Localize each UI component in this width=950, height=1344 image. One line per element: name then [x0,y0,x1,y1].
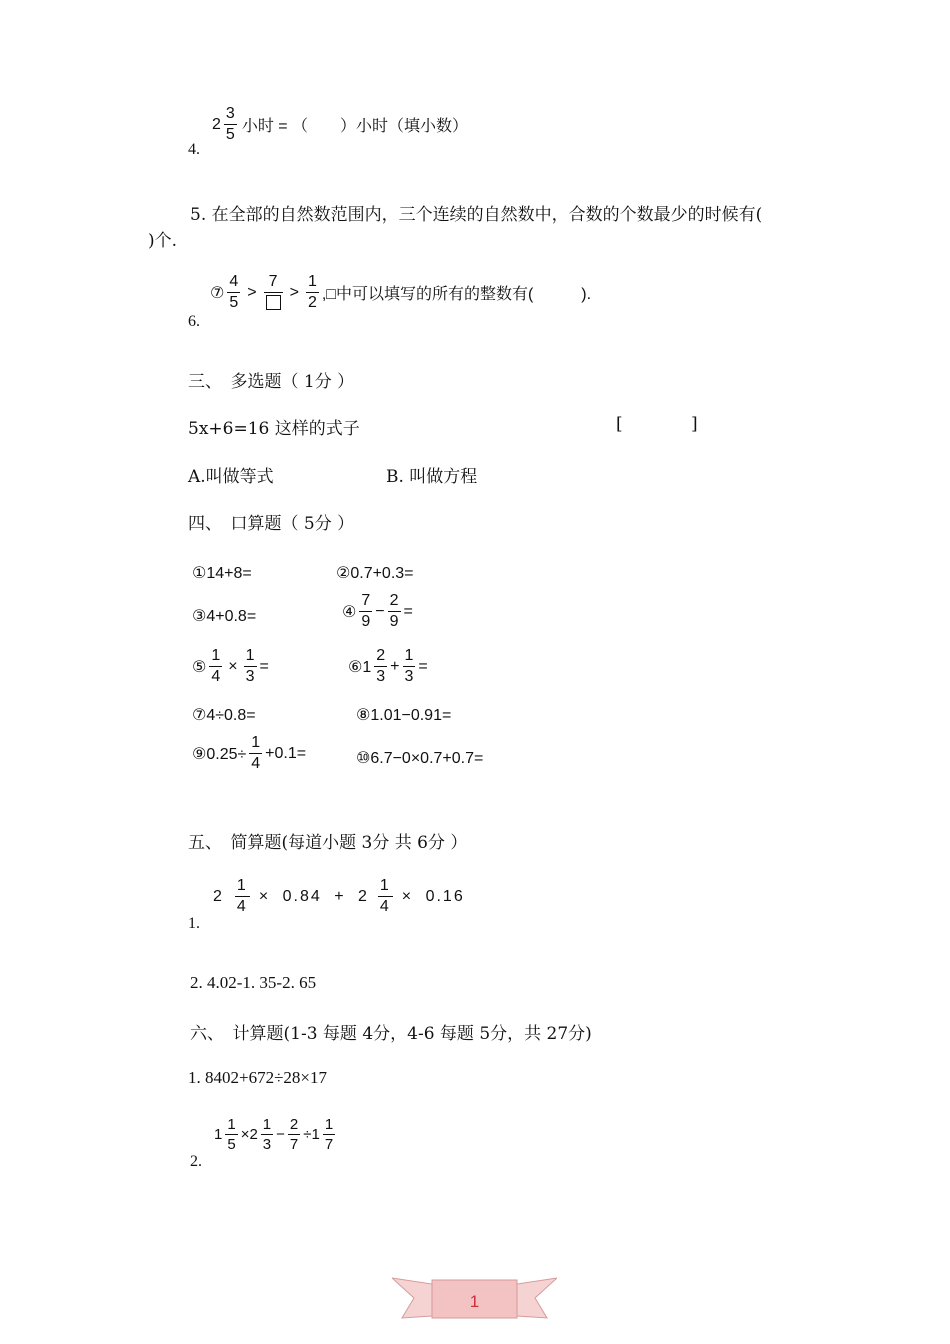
q6-f3-denominator: 2 [307,294,317,311]
q6-f2-denominator-box [264,292,283,311]
q6-gt-1: > [247,283,257,301]
q4-whole: 2 [212,115,221,133]
s5q1-middle: × 0.84 + 2 [258,887,369,905]
oral-item-6-frac-a [374,648,387,685]
oral-item-5-label: ⑤ [192,658,207,676]
q4-expression [212,106,468,143]
i9-numerator: 1 [251,734,261,751]
option-a: A.叫做等式 [188,467,274,487]
oral-item-5-frac-b [244,648,257,685]
i6-b-numerator: 1 [404,647,414,664]
oral-item-4 [342,593,413,630]
s5q1-whole-1: 2 [213,887,224,905]
i9-denominator: 4 [251,755,261,772]
q6-f1-numerator: 4 [229,273,239,290]
c2-op2: − [276,1126,285,1143]
oral-item-6-frac-b [403,648,416,685]
i5-b-numerator: 1 [245,647,255,664]
section3-title: 三、 多选题（ 1分 ） [188,372,355,392]
calc-q2-expression [214,1117,336,1152]
ribbon-left-tail [392,1278,432,1318]
q6-fraction-3 [306,274,319,311]
i5-a-denominator: 4 [211,668,221,685]
minus-operator: − [375,602,385,620]
i6-a-denominator: 3 [376,668,386,685]
ribbon-right-tail [517,1278,557,1318]
oral-item-9 [192,735,306,772]
q6-fraction-2 [264,274,283,311]
c2-frac-4 [323,1117,335,1152]
s5q1-end: × 0.16 [401,887,465,905]
s5q1-n1: 1 [236,877,248,894]
c2-n2: 1 [262,1116,272,1133]
q6-number: 6. [188,313,200,330]
i4-b-denominator: 9 [389,613,399,630]
simplify-q1-expression [213,878,465,915]
times-operator: × [228,657,238,675]
q4-text: 小时 = （ ）小时（填小数） [241,118,469,135]
i4-a-denominator: 9 [361,613,371,630]
q6-fraction-1 [227,274,240,311]
c2-n1: 1 [227,1116,236,1133]
section4-title: 四、 口算题（ 5分 ） [188,514,355,534]
oral-item-1: ①14+8= [192,565,252,582]
oral-item-9-tail: +0.1= [265,744,307,762]
simplify-q1-number: 1. [188,915,200,932]
q6-expression [210,274,591,311]
q6-f2-numerator: 7 [268,273,278,290]
c2-frac-3 [288,1117,300,1152]
q6-circled-7: ⑦ [210,284,225,302]
answer-bracket-left: [ [616,414,623,434]
c2-d1: 5 [227,1136,236,1153]
oral-item-4-frac-b [388,593,401,630]
oral-item-6 [348,648,428,685]
oral-item-9-label: ⑨0.25÷ [192,745,247,763]
c2-d3: 7 [289,1136,299,1153]
plus-operator: + [390,657,400,675]
q5-line2: )个. [148,231,178,251]
oral-item-3: ③4+0.8= [192,608,257,625]
c2-frac-1 [225,1117,237,1152]
equals-sign: = [403,602,413,620]
q4-number: 4. [188,141,200,158]
section6-title: 六、 计算题(1-3 每题 4分，4-6 每题 5分，共 27分) [190,1024,592,1044]
q6-f3-numerator: 1 [307,273,317,290]
section5-title: 五、 简算题(每道小题 3分 共 6分 ） [188,833,468,853]
c2-d4: 7 [324,1136,334,1153]
oral-item-10: ⑩6.7−0×0.7+0.7= [356,750,484,767]
c2-d2: 3 [262,1136,272,1153]
oral-item-2: ②0.7+0.3= [336,565,414,582]
s5q1-d2: 4 [379,898,391,915]
oral-item-4-label: ④ [342,603,357,621]
s5q1-d1: 4 [236,898,248,915]
q6-f1-denominator: 5 [229,294,239,311]
equals-sign: = [259,657,269,675]
oral-item-5-frac-a [209,648,222,685]
oral-item-7: ⑦4÷0.8= [192,707,256,724]
s5q1-frac-1 [235,878,250,915]
oral-item-4-frac-a [359,593,372,630]
page-number: 1 [469,1292,480,1311]
q4-fraction [224,106,237,143]
q5-line1: 5. 在全部的自然数范围内，三个连续的自然数中，合数的个数最少的时候有( [190,205,763,225]
i6-a-numerator: 2 [376,647,386,664]
i5-a-numerator: 1 [211,647,221,664]
oral-item-6-label: ⑥1 [348,658,372,676]
page-number-ribbon [392,1272,557,1324]
s5q1-frac-2 [378,878,393,915]
oral-item-9-frac [249,735,262,772]
calc-q2-number: 2. [190,1153,202,1170]
q4-denominator: 5 [225,126,235,143]
oral-item-8: ⑧1.01−0.91= [356,707,452,724]
s5q1-n2: 1 [379,877,391,894]
c2-n4: 1 [324,1116,334,1133]
oral-item-5 [192,648,269,685]
square-box-icon [266,295,281,310]
q4-numerator: 3 [225,105,235,122]
c2-op3: ÷1 [303,1126,320,1143]
i5-b-denominator: 3 [245,668,255,685]
c2-op1: ×2 [240,1126,258,1143]
option-b: B. 叫做方程 [386,467,478,487]
section3-stem: 5x+6=16 这样的式子 [188,419,360,439]
calc-q1: 1. 8402+672÷28×17 [188,1068,328,1087]
simplify-q2: 2. 4.02-1. 35-2. 65 [190,973,317,992]
equals-sign: = [418,657,428,675]
q6-gt-2: > [289,283,299,301]
i4-a-numerator: 7 [361,592,371,609]
answer-bracket-right: ] [691,414,698,434]
c2-n3: 2 [289,1116,299,1133]
c2-whole-1: 1 [214,1126,223,1143]
i6-b-denominator: 3 [404,668,414,685]
c2-frac-2 [261,1117,273,1152]
i4-b-numerator: 2 [389,592,399,609]
q6-suffix: ,□中可以填写的所有的整数有( ). [321,286,592,303]
